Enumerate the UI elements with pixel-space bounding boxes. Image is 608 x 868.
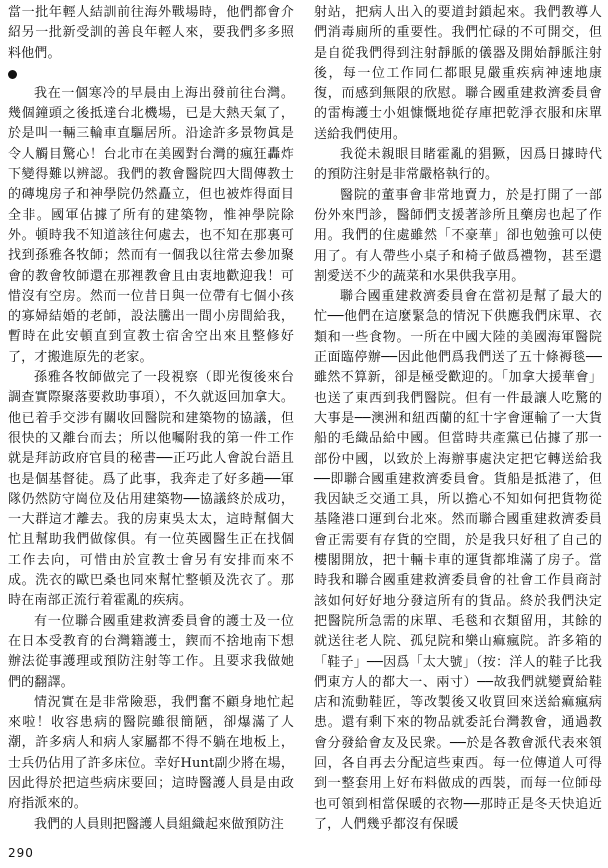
right-paragraph-2: 醫院的董事會非常地賣力，於是打開了一部份外來門診，醫師們支援著診所且藥房也起了作用。我們的住處雖然「不豪華」卻也勉強可以使用了。有人帶些小桌子和椅子做爲禮物，甚至還割愛送不少的蔬菜和水果供我享用。 xyxy=(314,187,602,284)
left-paragraph-1: 我在一個寒冷的早晨由上海出發前往台灣。幾個鐘頭之後抵達台北機場，已是大熱天氣了，於是叫一輛三輪車直驅居所。沿途許多景物眞是令人觸目驚心！台北市在美國對台灣的瘋狂轟炸下變得難以辨認。我們的教會醫院四大間傳教士的磚塊房子和神學院仍然矗立，但也被炸得面目全非。國軍佔據了所有的建築物，惟神學院除外。頓時我不知道該往何處去，也不知在那裏可找到孫雅各牧師；然而有一個我以往常去參加聚會的教會牧師還在那裡教會且由衷地歡迎我！可惜沒有空房。然而一位昔日與一位帶有七個小孩的寡婦結婚的老師，設法騰出一間小房間給我，暫時在此安頓直到宣教士宿舍空出來且整修好了，才搬進原先的老家。 xyxy=(8,85,294,365)
section-bullet-icon xyxy=(8,70,17,79)
left-paragraph-2: 孫雅各牧師做完了一段視察（即光復後來台調查實際聚落要救助事項），不久就返回加拿大。他已着手交涉有關收回醫院和建築物的協議，但很快的又離台而去；所以他囑附我的第一件工作就是拜訪政府官員的秘書──正巧此人會說台語且也是個基督徒。爲了此事，我奔走了好多趟──軍隊仍然防守崗位及佔用建築物──協議終於成功，一大群這才離去。我的房東吳太太，這時幫個大忙且幫助我們做傢俱。有一位英國醫生正在找個工作去向，可惜由於宣教士會另有安排而來不成。洗衣的歐巴桑也同來幫忙整頓及洗衣了。那時在南部正流行着霍亂的疾病。 xyxy=(8,370,294,609)
right-paragraph-1: 我從未親眼目睹霍亂的猖獗，因爲日據時代的預防注射是非常嚴格執行的。 xyxy=(314,147,602,183)
right-top-paragraph: 射站，把病人出入的要道封鎖起來。我們教導人們消毒廁所的重要性。我們忙碌的不可開交，但是自從我們得到注射靜脈的儀器及開始靜脈注射後，每一位工作同仁都眼見嚴重疾病神速地康復，而感到無限的欣慰。聯合國重建救濟委員會的雷梅護士小姐慷慨地從存庫把乾淨衣服和床單送給我們使用。 xyxy=(314,5,602,142)
left-paragraph-5: 我們的人員則把醫護人員組織起來做預防注 xyxy=(34,816,284,832)
left-paragraph-4: 情況實在是非常險惡，我們奮不顧身地忙起來啦！收容患病的醫院雖很簡陋，卻爆滿了人潮，許多病人和病人家屬都不得不躺在地板上，士兵仍佔用了許多床位。幸好Hunt副少將在場，因此得於把這些病床要回；這時醫護人員是由政府指派來的。 xyxy=(8,694,294,812)
page-number: 290 xyxy=(8,846,34,860)
right-column xyxy=(314,3,602,835)
left-paragraph-3: 有一位聯合國重建救濟委員會的護士及一位在日本受教育的台灣籍護士，鍥而不捨地南下想辦法從事護理或預防注射等工作。且要求我做她們的翻譯。 xyxy=(8,613,294,690)
right-paragraph-3: 聯合國重建救濟委員會在當初是幫了最大的忙──他們在這麼緊急的情況下供應我們床單、衣類和一些食物。一所在中國大陸的美國海軍醫院正面臨停辦──因此他們爲我們送了五十條褥毯──雖然不算新，卻是極受歡迎的。「加拿大援華會」也送了東西到我們醫院。但有一件最讓人吃驚的大事是──澳洲和紐西蘭的紅十字會運輸了一大貨船的毛織品給中國。但當時共產黨已佔據了那一部份中國，以致於上海辦事處決定把它轉送給我──即聯合國重建救濟委員會。貨船是抵港了，但我因缺乏交通工具，所以擔心不知如何把貨物從基隆港口運到台北來。然而聯合國重建救濟委員會正需要有存貨的空間，於是我只好租了自己的樓閣開放，把十輛卡車的運貨都堆滿了房子。當時我和聯合國重建救濟委員會的社會工作員商討該如何好好地分發這所有的貨品。終於我們決定把醫院所急需的床單、毛毯和衣類留用，其餘的就送往老人院、孤兒院和樂山痲瘋院。許多箱的「鞋子」──因爲「太大號」（按：洋人的鞋子比我們東方人的都大一、兩寸）──故我們就變賣給鞋店和流動鞋匠，等改製後又收買回來送給痲瘋病患。還有剩下來的物品就委託台灣教會，通過教會分發給會友及民衆。──於是各教會派代表來領回，各自再去分配這些東西。每一位傳道人可得到一整套用上好布料做成的西裝，而每一位師母也可領到相當保暖的衣物──那時正是冬天快追近了，人們幾乎都沒有保暖 xyxy=(314,289,602,832)
left-column xyxy=(8,3,294,835)
left-top-paragraph: 當一批年輕人結訓前往海外戰場時，他們都會介紹另一批新受訓的善良年輕人來，要我們多多照料他們。 xyxy=(8,5,294,61)
